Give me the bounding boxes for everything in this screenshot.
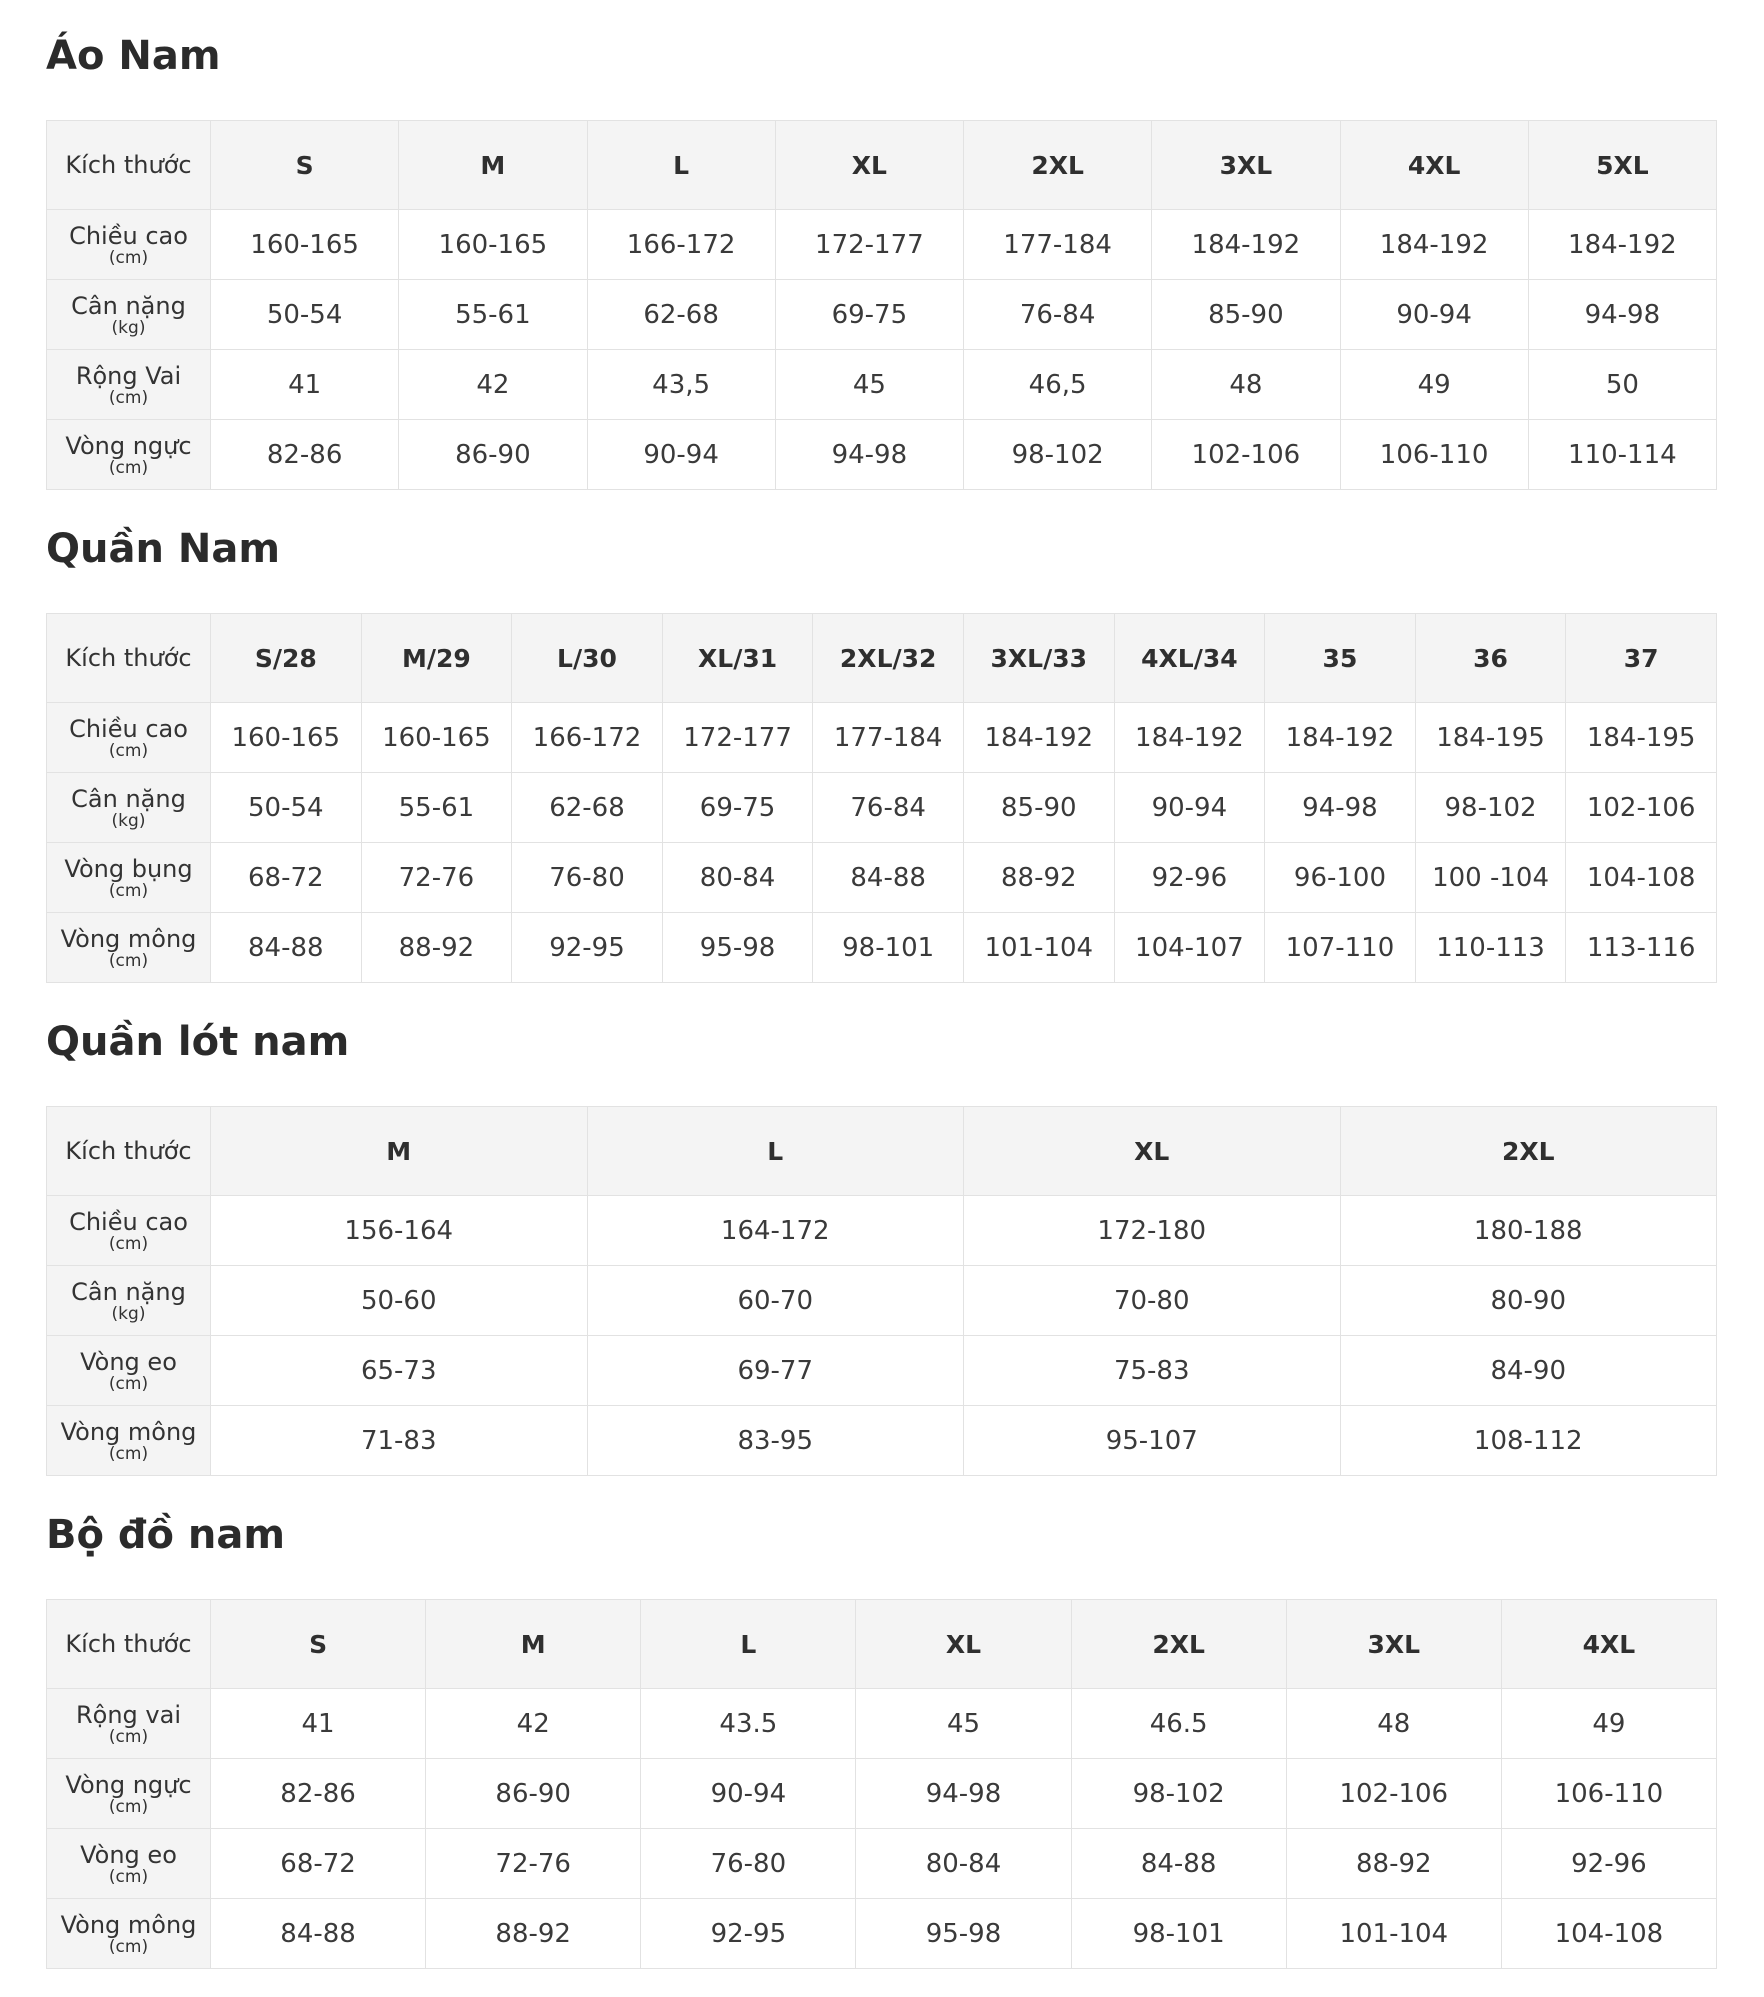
size-header-label: Kích thước [47, 614, 211, 703]
table-cell: 92-96 [1114, 843, 1265, 913]
size-column-header: 4XL [1340, 121, 1528, 210]
table-cell: 96-100 [1265, 843, 1416, 913]
measurement-name: Cân nặng [71, 291, 186, 320]
table-cell: 49 [1340, 350, 1528, 420]
table-cell: 98-101 [1071, 1899, 1286, 1969]
table-cell: 70-80 [964, 1266, 1341, 1336]
measurement-name: Vòng ngực [65, 431, 192, 460]
measurement-unit: (cm) [108, 1936, 149, 1957]
measurement-name: Cân nặng [71, 784, 186, 813]
table-cell: 80-90 [1340, 1266, 1717, 1336]
table-cell: 160-165 [399, 210, 587, 280]
table-row [47, 1336, 1717, 1406]
table-cell: 69-77 [587, 1336, 964, 1406]
table-cell: 62-68 [587, 280, 775, 350]
size-column-header: M/29 [361, 614, 512, 703]
table-row [47, 773, 1717, 843]
table-cell: 172-177 [662, 703, 813, 773]
size-table [46, 1106, 1717, 1476]
table-cell: 43.5 [641, 1689, 856, 1759]
measurement-unit: (cm) [108, 247, 149, 268]
size-column-header: 2XL [1340, 1107, 1717, 1196]
table-cell: 104-108 [1501, 1899, 1716, 1969]
table-cell: 82-86 [211, 1759, 426, 1829]
table-cell: 72-76 [426, 1829, 641, 1899]
table-cell: 102-106 [1566, 773, 1717, 843]
header-row [47, 614, 1717, 703]
table-cell: 107-110 [1265, 913, 1416, 983]
table-cell: 41 [211, 1689, 426, 1759]
measurement-name: Chiều cao [69, 1207, 188, 1236]
size-column-header: S [211, 121, 399, 210]
table-cell: 88-92 [426, 1899, 641, 1969]
table-cell: 166-172 [587, 210, 775, 280]
table-cell: 80-84 [856, 1829, 1071, 1899]
table-cell: 98-101 [813, 913, 964, 983]
table-cell: 104-107 [1114, 913, 1265, 983]
table-cell: 71-83 [211, 1406, 588, 1476]
table-cell: 95-98 [856, 1899, 1071, 1969]
section-ao-nam [46, 0, 1717, 490]
table-cell: 184-192 [1340, 210, 1528, 280]
table-cell: 65-73 [211, 1336, 588, 1406]
table-row [47, 1406, 1717, 1476]
measurement-unit: (kg) [111, 1303, 146, 1324]
measurement-name: Vòng bụng [64, 854, 193, 883]
row-label [47, 1829, 211, 1899]
table-cell: 172-180 [964, 1196, 1341, 1266]
size-header-label: Kích thước [47, 1600, 211, 1689]
table-cell: 85-90 [1152, 280, 1340, 350]
table-cell: 184-192 [1152, 210, 1340, 280]
table-cell: 184-192 [1528, 210, 1716, 280]
measurement-name: Chiều cao [69, 221, 188, 250]
table-cell: 180-188 [1340, 1196, 1717, 1266]
table-cell: 86-90 [399, 420, 587, 490]
table-cell: 90-94 [587, 420, 775, 490]
table-row [47, 1759, 1717, 1829]
table-cell: 43,5 [587, 350, 775, 420]
table-cell: 60-70 [587, 1266, 964, 1336]
size-column-header: L [641, 1600, 856, 1689]
table-cell: 48 [1152, 350, 1340, 420]
section-quan-lot-nam [46, 986, 1717, 1476]
table-cell: 102-106 [1152, 420, 1340, 490]
row-label [47, 1899, 211, 1969]
table-row [47, 210, 1717, 280]
table-cell: 69-75 [775, 280, 963, 350]
table-cell: 84-90 [1340, 1336, 1717, 1406]
size-column-header: M [399, 121, 587, 210]
header-row [47, 1600, 1717, 1689]
measurement-unit: (cm) [108, 1726, 149, 1747]
table-cell: 101-104 [1286, 1899, 1501, 1969]
table-cell: 50 [1528, 350, 1716, 420]
size-column-header: XL [856, 1600, 1071, 1689]
size-column-header: 5XL [1528, 121, 1716, 210]
size-column-header: 4XL [1501, 1600, 1716, 1689]
table-cell: 83-95 [587, 1406, 964, 1476]
table-cell: 100 -104 [1415, 843, 1566, 913]
table-cell: 164-172 [587, 1196, 964, 1266]
table-cell: 94-98 [856, 1759, 1071, 1829]
table-cell: 88-92 [963, 843, 1114, 913]
table-cell: 94-98 [1265, 773, 1416, 843]
measurement-unit: (cm) [108, 950, 149, 971]
table-row [47, 420, 1717, 490]
table-cell: 55-61 [361, 773, 512, 843]
table-cell: 110-114 [1528, 420, 1716, 490]
table-row [47, 913, 1717, 983]
section-quan-nam [46, 493, 1717, 983]
measurement-unit: (cm) [108, 1796, 149, 1817]
table-row [47, 280, 1717, 350]
table-cell: 184-192 [963, 703, 1114, 773]
table-cell: 45 [775, 350, 963, 420]
table-cell: 49 [1501, 1689, 1716, 1759]
table-cell: 76-84 [813, 773, 964, 843]
table-cell: 55-61 [399, 280, 587, 350]
section-title: Áo Nam [46, 33, 221, 79]
size-header-label: Kích thước [47, 1107, 211, 1196]
table-cell: 46.5 [1071, 1689, 1286, 1759]
table-cell: 101-104 [963, 913, 1114, 983]
size-table [46, 1599, 1717, 1969]
header-row [47, 121, 1717, 210]
row-label [47, 280, 211, 350]
measurement-unit: (cm) [108, 880, 149, 901]
size-column-header: 37 [1566, 614, 1717, 703]
table-cell: 92-96 [1501, 1829, 1716, 1899]
table-cell: 76-80 [512, 843, 663, 913]
table-cell: 48 [1286, 1689, 1501, 1759]
table-cell: 172-177 [775, 210, 963, 280]
table-cell: 45 [856, 1689, 1071, 1759]
row-label [47, 1196, 211, 1266]
table-cell: 82-86 [211, 420, 399, 490]
table-cell: 86-90 [426, 1759, 641, 1829]
table-cell: 95-107 [964, 1406, 1341, 1476]
row-label [47, 1759, 211, 1829]
measurement-name: Vòng mông [60, 1417, 197, 1446]
measurement-unit: (kg) [111, 317, 146, 338]
row-label [47, 703, 211, 773]
size-column-header: 2XL/32 [813, 614, 964, 703]
table-cell: 160-165 [361, 703, 512, 773]
table-cell: 90-94 [1340, 280, 1528, 350]
section-title: Quần lót nam [46, 1019, 350, 1065]
table-cell: 42 [399, 350, 587, 420]
measurement-unit: (cm) [108, 740, 149, 761]
table-cell: 42 [426, 1689, 641, 1759]
table-cell: 85-90 [963, 773, 1114, 843]
row-label [47, 1336, 211, 1406]
table-row [47, 1899, 1717, 1969]
row-label [47, 1406, 211, 1476]
table-cell: 68-72 [211, 843, 362, 913]
size-column-header: M [211, 1107, 588, 1196]
size-column-header: S/28 [211, 614, 362, 703]
measurement-name: Chiều cao [69, 714, 188, 743]
measurement-unit: (kg) [111, 810, 146, 831]
measurement-name: Cân nặng [71, 1277, 186, 1306]
table-cell: 88-92 [1286, 1829, 1501, 1899]
measurement-unit: (cm) [108, 387, 149, 408]
table-cell: 84-88 [211, 913, 362, 983]
table-cell: 50-54 [211, 280, 399, 350]
measurement-name: Vòng eo [80, 1347, 177, 1376]
size-column-header: M [426, 1600, 641, 1689]
measurement-name: Rộng vai [75, 1700, 181, 1729]
section-title: Bộ đồ nam [46, 1512, 286, 1558]
size-column-header: L/30 [512, 614, 663, 703]
row-label [47, 420, 211, 490]
table-row [47, 1689, 1717, 1759]
measurement-name: Vòng eo [80, 1840, 177, 1869]
table-cell: 184-192 [1265, 703, 1416, 773]
table-row [47, 1829, 1717, 1899]
table-cell: 184-195 [1415, 703, 1566, 773]
row-label [47, 773, 211, 843]
table-cell: 106-110 [1501, 1759, 1716, 1829]
header-row [47, 1107, 1717, 1196]
table-cell: 68-72 [211, 1829, 426, 1899]
table-cell: 102-106 [1286, 1759, 1501, 1829]
table-cell: 113-116 [1566, 913, 1717, 983]
size-column-header: 3XL/33 [963, 614, 1114, 703]
row-label [47, 350, 211, 420]
table-cell: 90-94 [1114, 773, 1265, 843]
table-cell: 166-172 [512, 703, 663, 773]
measurement-unit: (cm) [108, 1373, 149, 1394]
measurement-unit: (cm) [108, 1233, 149, 1254]
size-column-header: 36 [1415, 614, 1566, 703]
table-cell: 84-88 [211, 1899, 426, 1969]
table-cell: 177-184 [813, 703, 964, 773]
table-cell: 160-165 [211, 703, 362, 773]
table-cell: 184-195 [1566, 703, 1717, 773]
table-cell: 95-98 [662, 913, 813, 983]
row-label [47, 913, 211, 983]
measurement-name: Vòng mông [60, 924, 197, 953]
table-cell: 69-75 [662, 773, 813, 843]
table-cell: 106-110 [1340, 420, 1528, 490]
table-cell: 92-95 [512, 913, 663, 983]
table-cell: 76-80 [641, 1829, 856, 1899]
table-row [47, 843, 1717, 913]
size-column-header: 2XL [1071, 1600, 1286, 1689]
table-cell: 94-98 [1528, 280, 1716, 350]
table-cell: 98-102 [1415, 773, 1566, 843]
measurement-name: Vòng ngực [65, 1770, 192, 1799]
size-column-header: 35 [1265, 614, 1416, 703]
size-column-header: 3XL [1286, 1600, 1501, 1689]
table-cell: 76-84 [964, 280, 1152, 350]
table-cell: 177-184 [964, 210, 1152, 280]
measurement-name: Rộng Vai [75, 361, 182, 390]
size-column-header: XL [775, 121, 963, 210]
table-cell: 104-108 [1566, 843, 1717, 913]
table-cell: 46,5 [964, 350, 1152, 420]
size-header-label: Kích thước [47, 121, 211, 210]
size-column-header: S [211, 1600, 426, 1689]
table-cell: 88-92 [361, 913, 512, 983]
table-cell: 98-102 [1071, 1759, 1286, 1829]
table-cell: 80-84 [662, 843, 813, 913]
table-cell: 84-88 [813, 843, 964, 913]
size-column-header: 2XL [964, 121, 1152, 210]
table-cell: 62-68 [512, 773, 663, 843]
table-cell: 84-88 [1071, 1829, 1286, 1899]
table-cell: 184-192 [1114, 703, 1265, 773]
row-label [47, 210, 211, 280]
table-cell: 41 [211, 350, 399, 420]
table-cell: 75-83 [964, 1336, 1341, 1406]
size-column-header: L [587, 121, 775, 210]
table-cell: 108-112 [1340, 1406, 1717, 1476]
size-column-header: XL/31 [662, 614, 813, 703]
size-column-header: 4XL/34 [1114, 614, 1265, 703]
table-cell: 72-76 [361, 843, 512, 913]
size-table [46, 120, 1717, 490]
table-row [47, 350, 1717, 420]
measurement-unit: (cm) [108, 457, 149, 478]
table-cell: 156-164 [211, 1196, 588, 1266]
measurement-unit: (cm) [108, 1866, 149, 1887]
table-row [47, 1266, 1717, 1336]
section-bo-do-nam [46, 1479, 1717, 1969]
table-cell: 98-102 [964, 420, 1152, 490]
table-cell: 50-54 [211, 773, 362, 843]
size-column-header: XL [964, 1107, 1341, 1196]
table-cell: 92-95 [641, 1899, 856, 1969]
measurement-unit: (cm) [108, 1443, 149, 1464]
section-title: Quần Nam [46, 526, 281, 572]
measurement-name: Vòng mông [60, 1910, 197, 1939]
table-row [47, 1196, 1717, 1266]
table-cell: 110-113 [1415, 913, 1566, 983]
row-label [47, 1266, 211, 1336]
row-label [47, 1689, 211, 1759]
table-cell: 94-98 [775, 420, 963, 490]
size-column-header: 3XL [1152, 121, 1340, 210]
table-cell: 160-165 [211, 210, 399, 280]
size-table [46, 613, 1717, 983]
table-cell: 90-94 [641, 1759, 856, 1829]
size-column-header: L [587, 1107, 964, 1196]
table-cell: 50-60 [211, 1266, 588, 1336]
table-row [47, 703, 1717, 773]
row-label [47, 843, 211, 913]
